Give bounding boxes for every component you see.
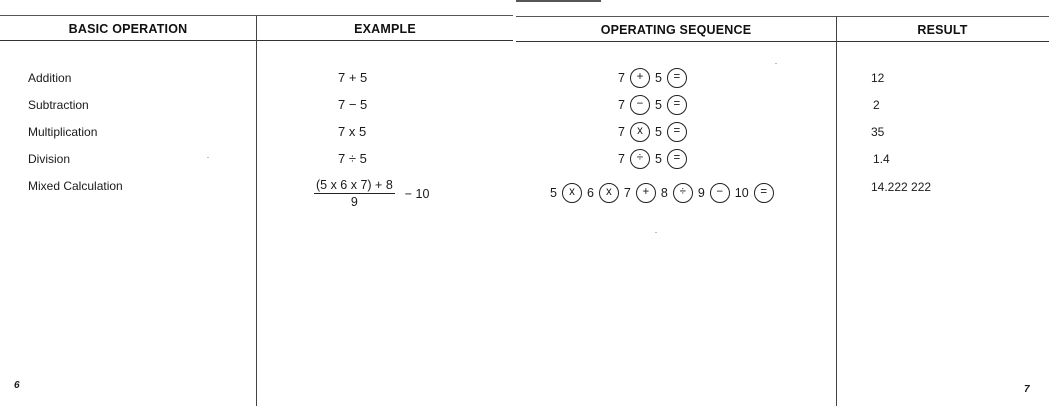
sequence-subtraction xyxy=(613,95,687,115)
right-page xyxy=(516,0,1049,406)
example-subtraction: 7 − 5 xyxy=(338,97,368,112)
result-subtraction: 2 xyxy=(873,98,880,112)
plus-key: + xyxy=(636,183,656,203)
print-speck xyxy=(207,157,209,158)
digit: 7 xyxy=(618,125,625,139)
operation-addition: Addition xyxy=(28,71,72,85)
digit: 8 xyxy=(660,186,668,200)
sequence-multiplication xyxy=(613,122,687,142)
equals-key: = xyxy=(667,149,687,169)
example-mixed-fraction xyxy=(314,178,395,209)
sequence-division xyxy=(613,149,687,169)
operation-mixed: Mixed Calculation xyxy=(28,179,123,193)
digit: 7 xyxy=(618,152,625,166)
digit: 5 xyxy=(550,186,557,200)
digit: 5 xyxy=(654,152,662,166)
plus-key: + xyxy=(630,68,650,88)
header-bottom-rule xyxy=(516,41,1049,42)
example-multiplication: 7 x 5 xyxy=(338,124,367,139)
digit: 5 xyxy=(654,98,662,112)
multiply-key: x xyxy=(599,183,619,203)
result-multiplication: 35 xyxy=(871,125,885,139)
page-number-left: 6 xyxy=(14,380,20,391)
sequence-addition xyxy=(613,68,687,88)
example-mixed-numerator: (5 x 6 x 7) + 8 xyxy=(316,178,393,192)
header-basic-operation: BASIC OPERATION xyxy=(68,22,188,36)
digit: 5 xyxy=(654,125,662,139)
equals-key: = xyxy=(667,95,687,115)
example-mixed-suffix: − 10 xyxy=(404,186,430,201)
digit: 10 xyxy=(734,186,749,200)
multiply-key: x xyxy=(562,183,582,203)
minus-key: − xyxy=(710,183,730,203)
header-example: EXAMPLE xyxy=(354,22,416,36)
minus-key: − xyxy=(630,95,650,115)
equals-key: = xyxy=(754,183,774,203)
operation-subtraction: Subtraction xyxy=(28,98,89,112)
header-result: RESULT xyxy=(917,23,968,37)
digit: 7 xyxy=(618,98,625,112)
result-division: 1.4 xyxy=(873,152,890,166)
print-speck xyxy=(655,232,657,233)
example-addition: 7 + 5 xyxy=(338,70,368,85)
digit: 6 xyxy=(586,186,594,200)
header-top-rule xyxy=(516,16,1049,17)
equals-key: = xyxy=(667,68,687,88)
example-division: 7 ÷ 5 xyxy=(338,151,367,166)
divide-key: ÷ xyxy=(630,149,650,169)
left-page xyxy=(0,0,513,406)
divide-key: ÷ xyxy=(673,183,693,203)
print-speck xyxy=(775,63,777,64)
digit: 9 xyxy=(697,186,705,200)
operation-multiplication: Multiplication xyxy=(28,125,98,139)
example-mixed xyxy=(314,178,429,209)
header-operating-sequence: OPERATING SEQUENCE xyxy=(600,23,752,37)
digit: 7 xyxy=(623,186,631,200)
header-top-rule-fragment xyxy=(516,0,601,2)
equals-key: = xyxy=(667,122,687,142)
operation-division: Division xyxy=(28,152,71,166)
column-divider xyxy=(256,16,257,406)
example-mixed-denominator: 9 xyxy=(350,195,358,209)
digit: 5 xyxy=(654,71,662,85)
multiply-key: x xyxy=(630,122,650,142)
result-mixed: 14.222 222 xyxy=(871,180,932,194)
sequence-mixed xyxy=(545,183,774,203)
page-number-right: 7 xyxy=(1024,384,1030,395)
column-divider xyxy=(836,16,837,406)
digit: 7 xyxy=(618,71,625,85)
result-addition: 12 xyxy=(871,71,885,85)
